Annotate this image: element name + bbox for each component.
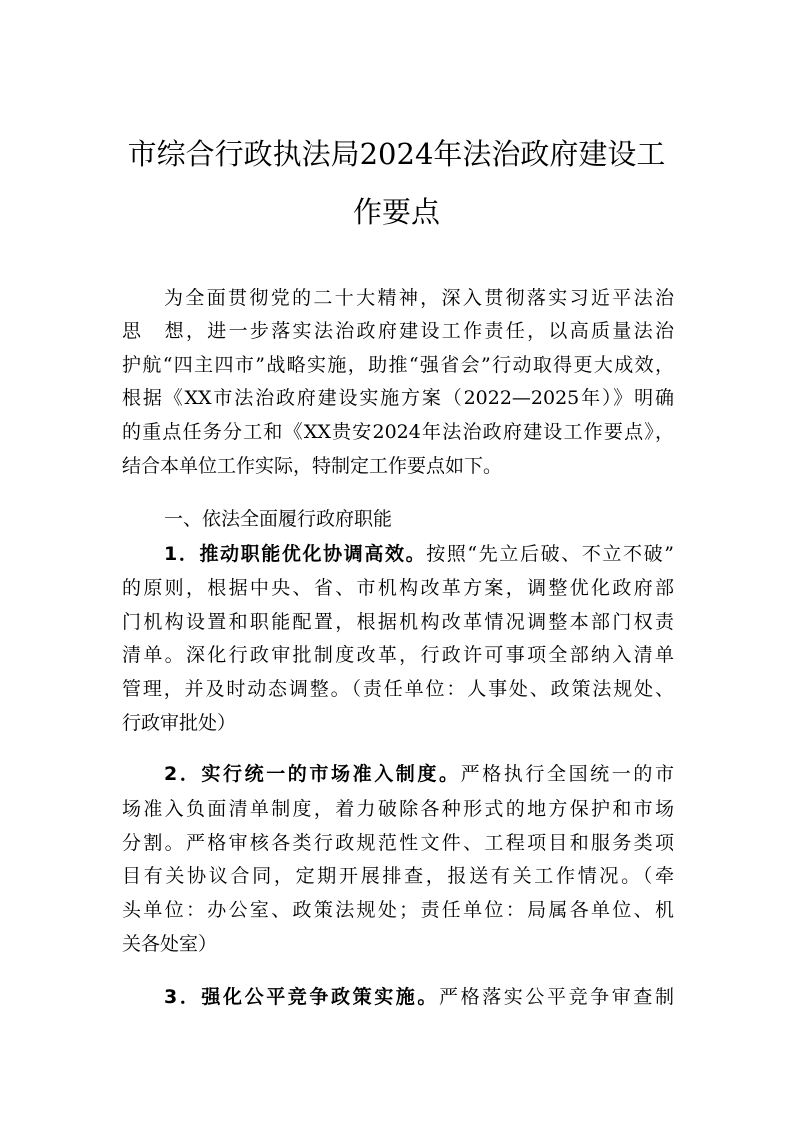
item-1-first-line [164,545,674,564]
intro-line-1: 为全面贯彻党的二十大精神，深入贯彻落实习近平法治 [164,287,674,309]
intro-line-6: 结合本单位工作实际，特制定工作要点如下。 [122,455,503,477]
item-2-line-6: 关各处室） [122,933,218,955]
item-2-first-line-text: 严格执行全国统一的市 [460,763,674,785]
intro-line-2: 思 想，进一步落实法治政府建设工作责任，以高质量法治 [122,320,674,342]
item-1-line-2: 的原则，根据中央、省、市机构改革方案，调整优化政府部 [122,577,674,599]
item-1-line-6: 行政审批处） [122,712,237,734]
item-2-line-3: 分割。严格审核各类行政规范性文件、工程项目和服务类项 [122,832,674,854]
item-1-first-line-text: 按照“先立后破、不立不破” [426,543,674,565]
item-2-line-2: 场准入负面清单制度，着力破除各种形式的地方保护和市场 [122,798,674,820]
intro-line-3: 护航“四主四市”战略实施，助推“强省会”行动取得更大成效， [122,354,674,376]
item-2-first-line [164,765,674,784]
item-1-lead: 1．推动职能优化协调高效。 [164,543,427,565]
section-heading-1: 一、依法全面履行政府职能 [164,508,393,530]
intro-line-4: 根据《XX市法治政府建设实施方案（2022—2025年）》明确 [122,387,674,409]
item-3-first-line [164,988,674,1007]
item-1-line-3: 门机构设置和职能配置，根据机构改革情况调整本部门权责 [122,611,674,633]
item-2-line-5: 头单位：办公室、政策法规处；责任单位：局属各单位、机 [122,899,674,921]
item-1-line-4: 清单。深化行政审批制度改革，行政许可事项全部纳入清单 [122,644,674,666]
item-3-lead: 3．强化公平竞争政策实施。 [164,986,439,1008]
item-2-lead: 2．实行统一的市场准入制度。 [164,763,461,785]
document-title-line-2: 作要点 [352,195,440,229]
document-title-line-1: 市综合行政执法局2024年法治政府建设工 [127,137,666,171]
item-1-line-5: 管理，并及时动态调整。（责任单位：人事处、政策法规处、 [122,678,674,700]
intro-line-5: 的重点任务分工和《XX贵安2024年法治政府建设工作要点》， [122,421,674,443]
item-3-first-line-text: 严格落实公平竞争审查制 [439,986,674,1008]
item-2-line-4: 目有关协议合同，定期开展排查，报送有关工作情况。（牵 [122,865,674,887]
